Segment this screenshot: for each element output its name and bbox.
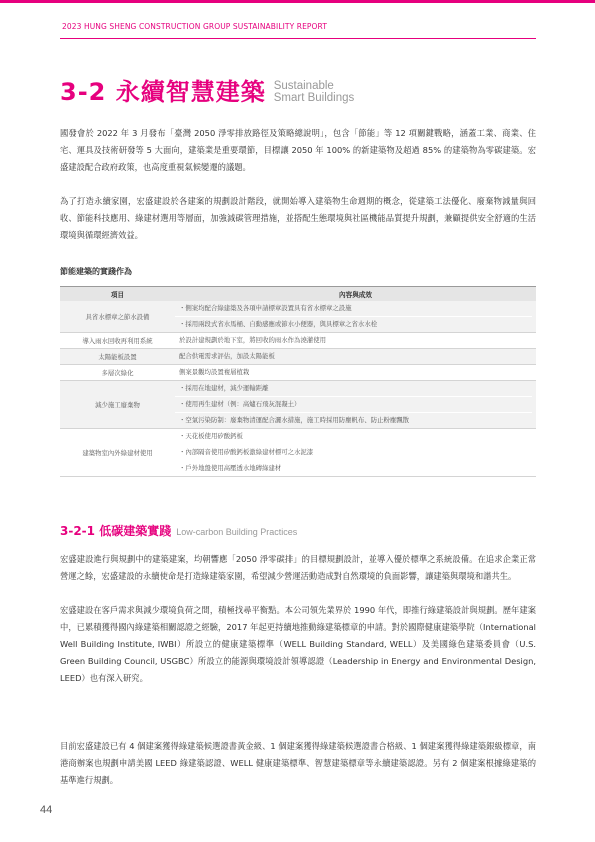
table-title: 節能建築的實踐作為 <box>60 267 132 276</box>
table-row <box>60 380 536 428</box>
content-line: ・空氣污染防制：廢棄物清運配合灑水措施，施工時採用防塵帆布、防止粉塵飄散 <box>175 412 532 428</box>
section-title-english-line1: Sustainable <box>273 80 334 92</box>
paragraph-intro: 國發會於 2022 年 3 月發布「臺灣 2050 淨零排放路徑及策略總說明」，包含「節能」等 12 項關鍵戰略，涵蓋工業、商業、住宅、運具及技術研發等 5 大面向，建築業是重要環節，目標讓 2050 年 100% 的新建築物及超過 85% 的建築物為零碳建築。宏盛建設配合政府政策，也高度重視氣候變遷的議題。 <box>60 128 536 172</box>
table-header-item: 項目 <box>60 287 175 301</box>
table-row <box>60 348 536 364</box>
content-line: ・側案均配合綠建築及各項申請標章設置具有省水標章之設施 <box>179 303 352 312</box>
table-cell-content <box>175 428 536 476</box>
content-line: ・採用在地建材，減少運輸距離 <box>179 383 269 392</box>
paragraph-green-building-history: 宏盛建設在客戶需求與減少環境負荷之間，積極找尋平衡點。本公司領先業界於 1990 年代，即推行綠建築設計與規劃。歷年建案中，已累積獲得國內綠建築相關認證之經驗，2017 年起更持續地推動綠建築標章的申請。對於國際健康建築學院（International Well Building Institute, IWBI）所設立的健康建築標準（WELL Building Standard, WELL）及美國綠色建築委員會（U.S. Green Building Council, USGBC）所設立的能源與環境設計領導認證（Leadership in Energy and Environmental Design, LEED）也有深入研究。 <box>60 605 536 683</box>
section-title-english-line2: Smart Buildings <box>273 92 355 104</box>
table-cell-content <box>175 380 536 428</box>
table-row <box>60 364 536 380</box>
table-row <box>60 332 536 348</box>
subsection-title-main: 3-2-1 低碳建築實踐 <box>60 524 172 538</box>
section-title-main: 3-2 永續智慧建築 <box>60 78 266 106</box>
table-header-content: 內容與成效 <box>175 287 536 301</box>
table-row <box>60 428 536 476</box>
report-header: 2023 HUNG SHENG CONSTRUCTION GROUP SUSTAINABILITY REPORT <box>62 22 328 31</box>
subsection-title-english: Low-carbon Building Practices <box>176 527 298 537</box>
content-line: 側案景觀均設置複層植栽 <box>179 367 250 376</box>
content-line: ・內部隔音使用矽酸鈣板激綠建材標可之水泥漆 <box>175 444 532 460</box>
top-accent-line <box>0 0 595 3</box>
table-cell-content <box>175 301 536 333</box>
header-divider <box>60 38 536 39</box>
table-header-row <box>60 287 536 301</box>
table-row <box>60 301 536 333</box>
table-cell-content <box>175 332 536 348</box>
table-cell-content <box>175 348 536 364</box>
paragraph-certifications: 目前宏盛建設已有 4 個建案獲得綠建築候選證書黃金級、1 個建案獲得綠建築候選證書合格級、1 個建案獲得綠建築銀級標章，南港商辦案也規劃申請美國 LEED 綠建築認證、WELL 健康建築標準、智慧建築標章等永續建築認證。另有 2 個建案根據綠建築的基準進行規劃。 <box>60 741 536 785</box>
page-number: 44 <box>40 804 53 816</box>
content-line: ・戶外地盤使用高壓透水地磚綠建材 <box>175 460 532 476</box>
section-title <box>60 80 354 104</box>
table-cell-item: 太陽能板設置 <box>60 348 175 364</box>
paragraph-sustainable-home: 為了打造永續家園，宏盛建設於各建案的規劃設計階段，就開始導入建築物生命週期的概念，從建築工法優化、廢棄物減量與回收、節能科技應用、綠建材選用等層面，加強減碳管理措施，並搭配生態環境與社區機能品質提升規劃，兼顧提供安全舒適的生活環境與循環經濟效益。 <box>60 196 536 240</box>
table-cell-item: 導入雨水回收再利用系統 <box>60 332 175 348</box>
table-cell-content <box>175 364 536 380</box>
section-title-english <box>274 80 355 104</box>
table-cell-item: 減少施工廢棄物 <box>60 380 175 428</box>
content-line: ・天花板使用矽酸鈣板 <box>179 431 243 440</box>
content-line: ・使用再生建材（例：高爐石飛灰混凝土） <box>175 396 532 412</box>
content-line: ・採用兩段式省水馬桶、自動感應或節水小便器，與具標章之省水水栓 <box>175 316 532 332</box>
table-cell-item: 多層次綠化 <box>60 364 175 380</box>
energy-saving-table <box>60 286 536 477</box>
content-line: 配合供電需求評估，加設太陽能板 <box>179 351 275 360</box>
table-cell-item: 建築物室內外綠建材使用 <box>60 428 175 476</box>
table-cell-item: 具省水標章之節水設備 <box>60 301 175 333</box>
subsection-title <box>60 522 297 539</box>
paragraph-net-zero: 宏盛建設進行與規劃中的建築建案，均朝響應「2050 淨零碳排」的目標規劃設計，並導入優於標準之系統設備。在追求企業正常營運之餘，宏盛建設的永續使命是打造綠建築家園，希望減少營運活動造成對自然環境的負面影響，讓建築與環境和諧共生。 <box>60 554 536 581</box>
content-line: 於設計建規劃於地下室，將回收的雨水作為澆灌使用 <box>179 335 326 344</box>
